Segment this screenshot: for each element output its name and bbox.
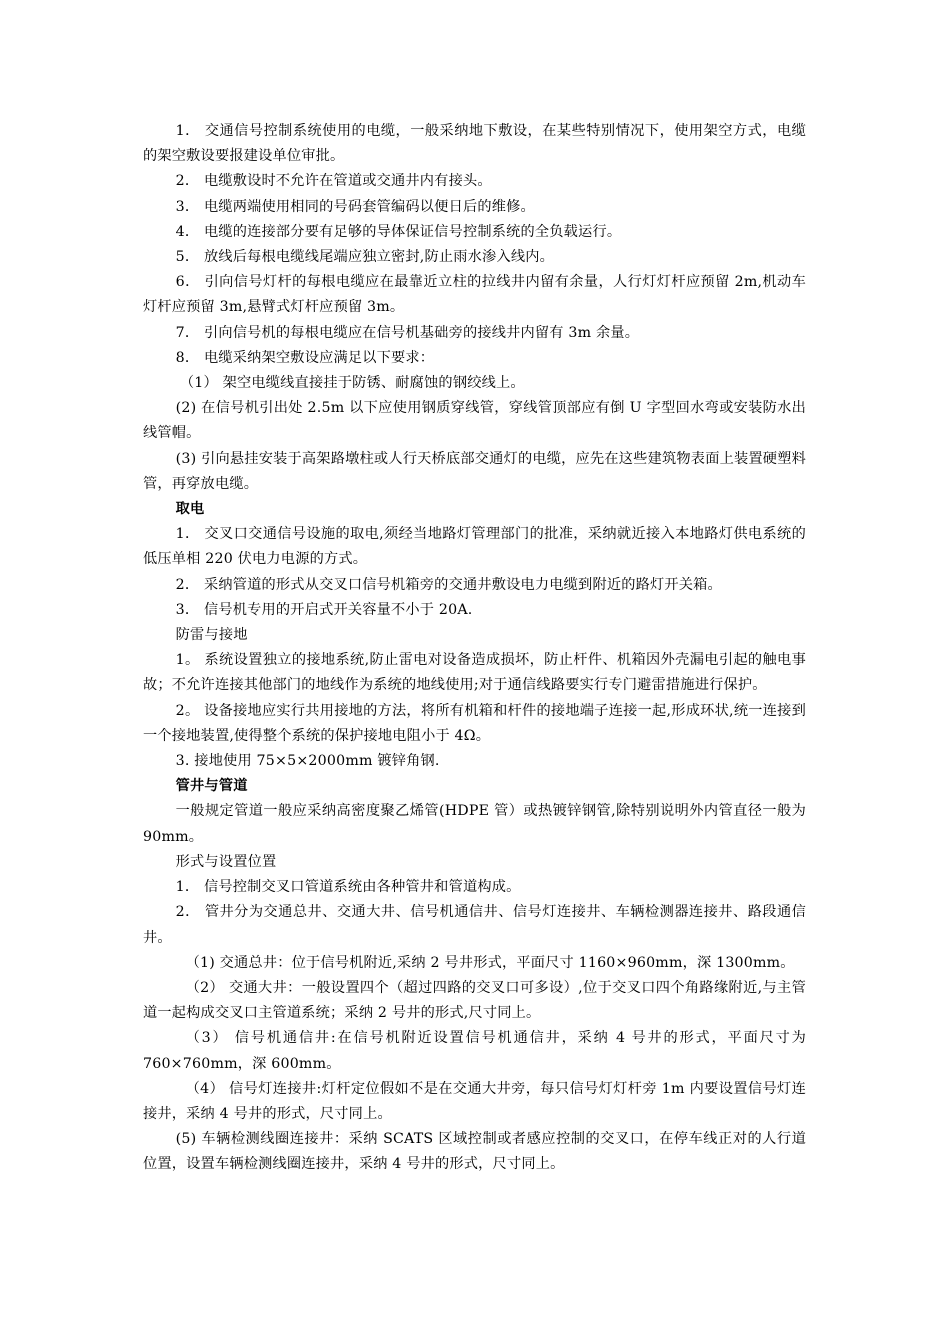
paragraph: 3. 接地使用 75×5×2000mm 镀锌角钢. bbox=[175, 753, 440, 770]
section-heading-power: 取电 bbox=[175, 501, 205, 518]
paragraph: 1。 系统设置独立的接地系统,防止雷电对设备造成损坏，防止杆件、机箱因外壳漏电引起的触电事故；不允许连接其他部门的地线作为系统的地线使用;对于通信线路要实行专门避雷措施进行保护。 bbox=[143, 652, 806, 694]
paragraph: 6． 引向信号灯杆的每根电缆应在最靠近立柱的拉线井内留有余量，人行灯灯杆应预留 2m,机动车灯杆应预留 3m,悬臂式灯杆应预留 3m。 bbox=[143, 274, 806, 316]
section-heading-wells: 管井与管道 bbox=[175, 778, 248, 795]
sub-item: （1） 架空电缆线直接挂于防锈、耐腐蚀的钢绞线上。 bbox=[179, 375, 525, 392]
sub-item: （1) 交通总井：位于信号机附近,采纳 2 号井形式，平面尺寸 1160×960mm，深 1300mm。 bbox=[185, 954, 795, 971]
sub-item: (3) 引向悬挂安装于高架路墩柱或人行天桥底部交通灯的电缆，应先在这些建筑物表面上装置硬塑料管，再穿放电缆。 bbox=[143, 450, 806, 492]
paragraph: 5． 放线后每根电缆线尾端应独立密封,防止雨水渗入线内。 bbox=[175, 249, 554, 266]
sub-item: （3） 信号机通信井:在信号机附近设置信号机通信井，采纳 4 号井的形式，平面尺寸为 760×760mm，深 600mm。 bbox=[143, 1030, 806, 1072]
sub-item: (2) 在信号机引出处 2.5m 以下应使用钢质穿线管，穿线管顶部应有倒 U 字型回水弯或安装防水出线管帽。 bbox=[143, 400, 806, 442]
paragraph: 1． 交通信号控制系统使用的电缆，一般采纳地下敷设，在某些特别情况下，使用架空方式，电缆的架空敷设要报建设单位审批。 bbox=[143, 123, 806, 165]
paragraph: 7． 引向信号机的每根电缆应在信号机基础旁的接线井内留有 3m 余量。 bbox=[175, 324, 640, 341]
paragraph: 3． 信号机专用的开启式开关容量不小于 20A. bbox=[175, 601, 473, 618]
sub-item: （2） 交通大井：一般设置四个（超过四路的交叉口可多设）,位于交叉口四个角路缘附近,与主管道一起构成交叉口主管道系统；采纳 2 号井的形式,尺寸同上。 bbox=[143, 979, 806, 1022]
paragraph: 2． 电缆敷设时不允许在管道或交通井内有接头。 bbox=[175, 173, 492, 190]
paragraph: 8． 电缆采纳架空敷设应满足以下要求： bbox=[175, 349, 435, 366]
paragraph: 2． 管井分为交通总井、交通大井、信号机通信井、信号灯连接井、车辆检测器连接井、路段通信井。 bbox=[143, 904, 806, 946]
sub-item: （4） 信号灯连接井:灯杆定位假如不是在交通大井旁，每只信号灯灯杆旁 1m 内要设置信号灯连接井，采纳 4 号井的形式，尺寸同上。 bbox=[143, 1080, 806, 1122]
paragraph: 1． 信号控制交叉口管道系统由各种管井和管道构成。 bbox=[175, 879, 521, 896]
paragraph: 1． 交叉口交通信号设施的取电,须经当地路灯管理部门的批准，采纳就近接入本地路灯供电系统的低压单相 220 伏电力电源的方式。 bbox=[143, 526, 806, 568]
paragraph: 一般规定管道一般应采纳高密度聚乙烯管(HDPE 管）或热镀锌钢管,除特别说明外内管直径一般为 90mm。 bbox=[143, 803, 806, 845]
paragraph: 3． 电缆两端使用相同的号码套管编码以便日后的维修。 bbox=[175, 198, 535, 215]
document-body bbox=[143, 119, 806, 1178]
section-heading-form: 形式与设置位置 bbox=[175, 853, 277, 870]
paragraph: 2。 设备接地应实行共用接地的方法，将所有机箱和杆件的接地端子连接一起,形成环状,统一连接到一个接地装置,使得整个系统的保护接地电阻小于 4Ω。 bbox=[143, 702, 806, 744]
paragraph: 2． 采纳管道的形式从交叉口信号机箱旁的交通井敷设电力电缆到附近的路灯开关箱。 bbox=[175, 576, 722, 593]
paragraph: 4． 电缆的连接部分要有足够的导体保证信号控制系统的全负载运行。 bbox=[175, 223, 622, 240]
sub-item: (5) 车辆检测线圈连接井：采纳 SCATS 区域控制或者感应控制的交叉口，在停车线正对的人行道位置，设置车辆检测线圈连接井，采纳 4 号井的形式，尺寸同上。 bbox=[143, 1131, 806, 1173]
section-heading-lightning: 防雷与接地 bbox=[175, 627, 248, 644]
